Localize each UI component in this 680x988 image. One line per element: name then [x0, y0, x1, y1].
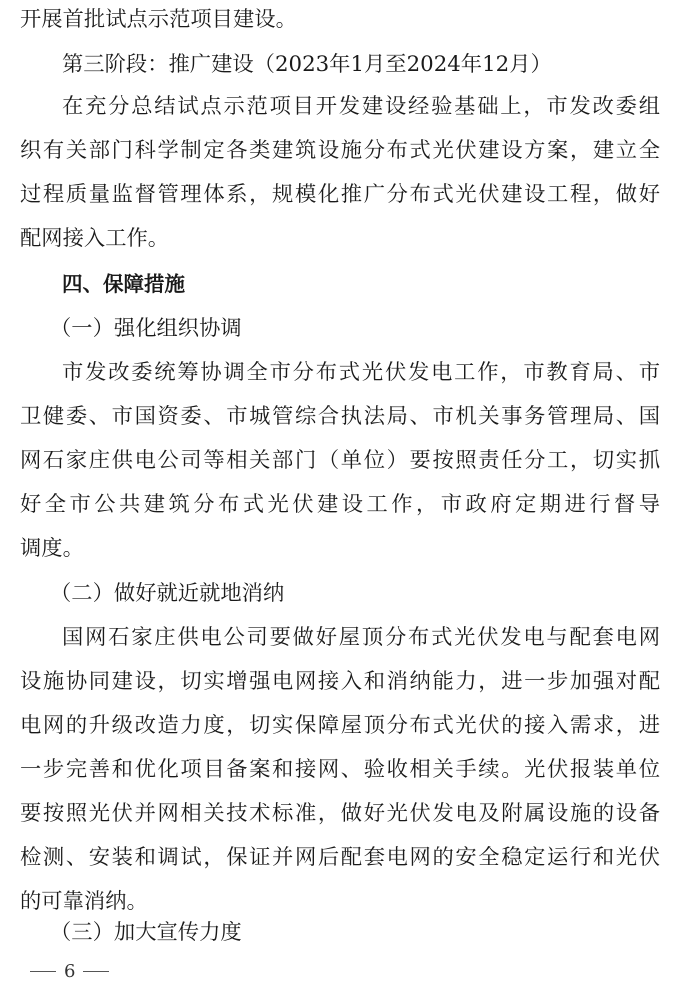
paragraph-line: 一步完善和优化项目备案和接网、验收相关手续。光伏报装单位 [20, 757, 660, 782]
footer-dash-right [83, 971, 109, 972]
section-heading: 四、保障措施 [62, 272, 185, 296]
paragraph-line: 开展首批试点示范项目建设。 [20, 7, 297, 32]
phase-heading: 第三阶段：推广建设（2023年1月至2024年12月） [62, 52, 552, 77]
paragraph-line: 网石家庄供电公司等相关部门（单位）要按照责任分工，切实抓 [20, 448, 660, 473]
paragraph-line: 卫健委、市国资委、市城管综合执法局、市机关事务管理局、国 [20, 404, 660, 429]
subsection-heading: （三）加大宣传力度 [50, 920, 242, 945]
paragraph-line: 市发改委统筹协调全市分布式光伏发电工作，市教育局、市 [62, 360, 660, 385]
subsection-heading: （二）做好就近就地消纳 [50, 581, 285, 606]
page-footer [30, 956, 109, 986]
paragraph-line: 国网石家庄供电公司要做好屋顶分布式光伏发电与配套电网 [62, 625, 660, 650]
paragraph-line: 检测、安装和调试，保证并网后配套电网的安全稳定运行和光伏 [20, 845, 660, 870]
footer-dash-left [30, 971, 56, 972]
paragraph-line: 织有关部门科学制定各类建筑设施分布式光伏建设方案，建立全 [20, 138, 660, 163]
paragraph-line: 好全市公共建筑分布式光伏建设工作，市政府定期进行督导 [20, 492, 660, 517]
page-number: 6 [64, 960, 76, 982]
paragraph-line: 在充分总结试点示范项目开发建设经验基础上，市发改委组 [62, 94, 660, 119]
paragraph-line: 设施协同建设，切实增强电网接入和消纳能力，进一步加强对配 [20, 669, 660, 694]
paragraph-line: 的可靠消纳。 [20, 889, 148, 914]
paragraph-line: 电网的升级改造力度，切实保障屋顶分布式光伏的接入需求，进 [20, 713, 660, 738]
paragraph-line: 要按照光伏并网相关技术标准，做好光伏发电及附属设施的设备 [20, 801, 660, 826]
subsection-heading: （一）强化组织协调 [50, 316, 242, 341]
paragraph-line: 调度。 [20, 536, 84, 561]
paragraph-line: 配网接入工作。 [20, 226, 170, 251]
paragraph-line: 过程质量监督管理体系，规模化推广分布式光伏建设工程，做好 [20, 182, 660, 207]
